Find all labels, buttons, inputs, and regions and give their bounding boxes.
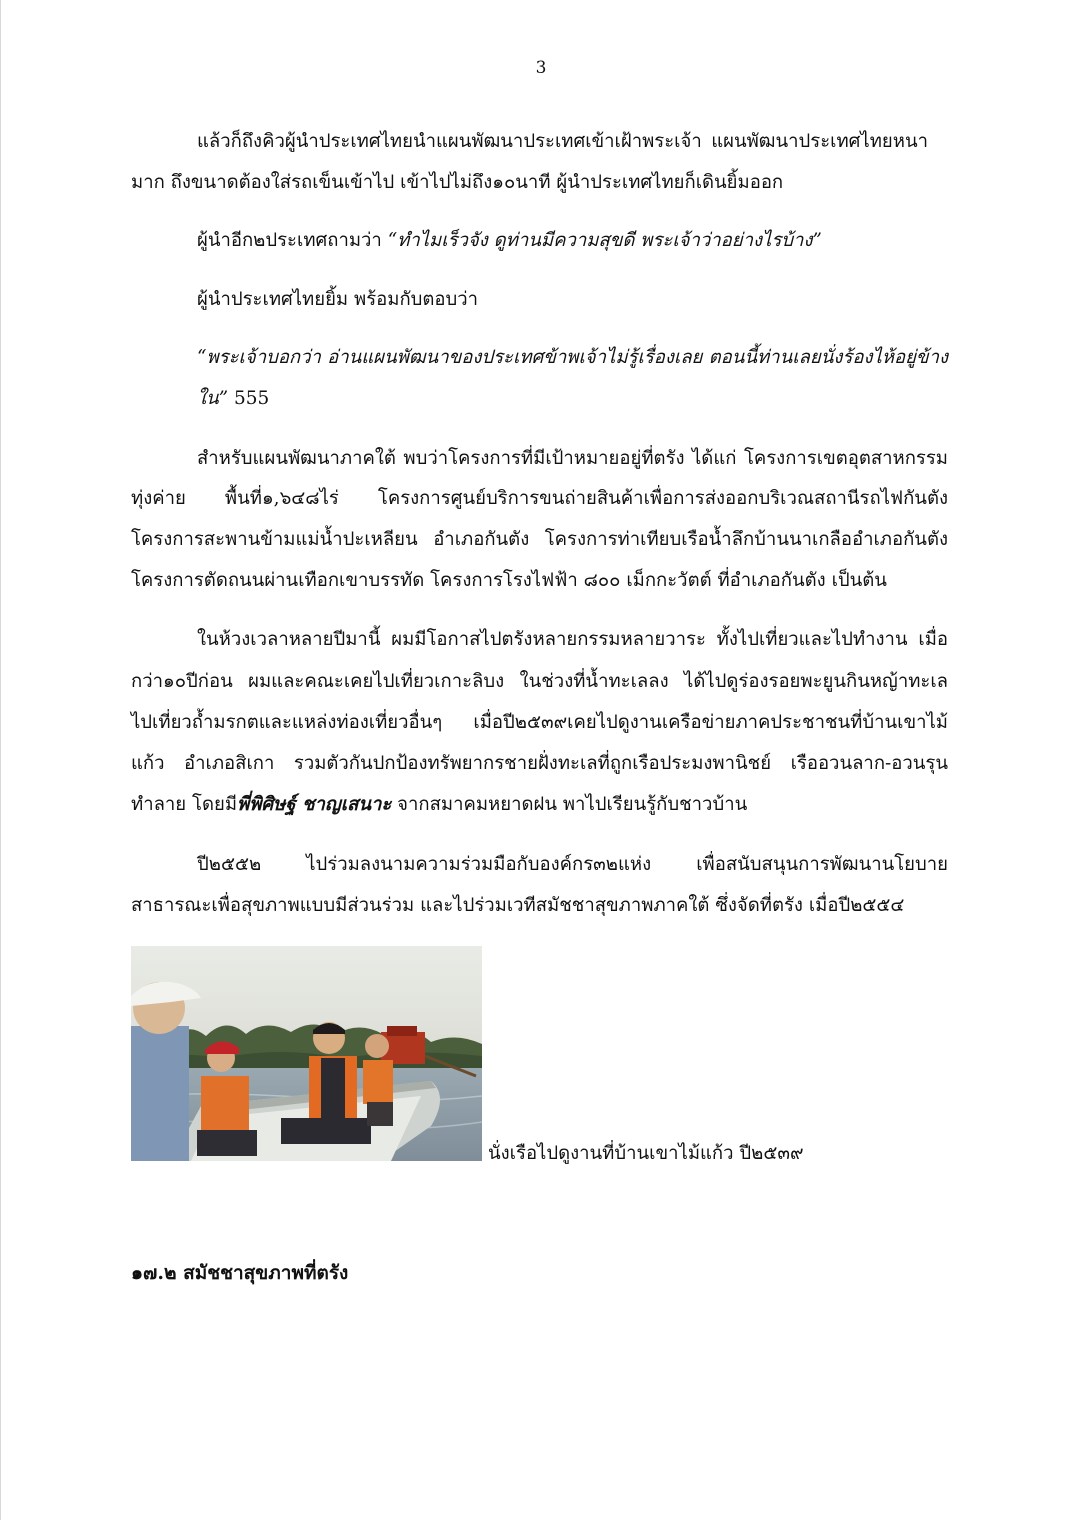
paragraph-4-line-1: “พระเจ้าบอกว่า อ่านแผนพัฒนาของประเทศข้าพเจ้าไม่รู้เรื่องเลย ตอนนี้ท่านเลยนั่งร้องไห้อยู่ข้าง	[197, 347, 948, 368]
paragraph-5-line-1: สำหรับแผนพัฒนาภาคใต้ พบว่าโครงการที่มีเป้าหมายอยู่ที่ตรัง ได้แก่ โครงการเขตอุตสาหกรรม	[197, 448, 948, 469]
paragraph-4-line-2	[197, 386, 269, 412]
paragraph-7-line-2: สาธารณะเพื่อสุขภาพแบบมีส่วนร่วม และไปร่วมเวทีสมัชชาสุขภาพภาคใต้ ซึ่งจัดที่ตรัง เมื่อปี๒๕๕๔	[131, 895, 905, 916]
paragraph-4-line-2-rest: 555	[228, 388, 270, 409]
paragraph-5-line-4: โครงการตัดถนนผ่านเทือกเขาบรรทัด โครงการโรงไฟฟ้า ๘๐๐ เม็กกะวัตต์ ที่อำเภอกันตัง เป็นต้น	[131, 570, 887, 591]
paragraph-5-line-3: โครงการสะพานข้ามแม่น้ำปะเหลียน อำเภอกันตัง โครงการท่าเทียบเรือน้ำลึกบ้านนาเกลืออำเภอกันตัง	[131, 529, 948, 550]
paragraph-1-line-2: มาก ถึงขนาดต้องใส่รถเข็นเข้าไป เข้าไปไม่ถึง๑๐นาที ผู้นำประเทศไทยก็เดินยิ้มออก	[131, 172, 784, 193]
paragraph-6-line-2: กว่า๑๐ปีก่อน ผมและคณะเคยไปเที่ยวเกาะลิบง ในช่วงที่น้ำทะเลลง ได้ไปดูร่องรอยพะยูนกินหญ้าทะเล	[131, 671, 948, 692]
paragraph-6-line-5	[131, 792, 747, 818]
paragraph-1-line-1: แล้วก็ถึงคิวผู้นำประเทศไทยนำแผนพัฒนาประเทศเข้าเฝ้าพระเจ้า แผนพัฒนาประเทศไทยหนา	[197, 131, 928, 152]
paragraph-7-line-1: ปี๒๕๕๒ ไปร่วมลงนามความร่วมมือกับองค์กร๓๒แห่ง เพื่อสนับสนุนการพัฒนานโยบาย	[197, 854, 948, 875]
paragraph-2-quote: “ทำไมเร็วจัง ดูท่านมีความสุขดี พระเจ้าว่าอย่างไรบ้าง”	[387, 230, 822, 251]
paragraph-6-line-5-suffix: จากสมาคมหยาดฝน พาไปเรียนรู้กับชาวบ้าน	[391, 794, 748, 815]
page-number: 3	[535, 58, 547, 78]
paragraph-2-prefix: ผู้นำอีก๒ประเทศถามว่า	[197, 230, 388, 251]
section-heading: ๑๗.๒ สมัชชาสุขภาพที่ตรัง	[131, 1262, 349, 1284]
paragraph-6-line-3: ไปเที่ยวถ้ำมรกตและแหล่งท่องเที่ยวอื่นๆ เมื่อปี๒๕๓๙เคยไปดูงานเครือข่ายภาคประชาชนที่บ้านเขาไม้	[131, 712, 948, 733]
paragraph-4-line-2-italic: ใน”	[197, 388, 229, 409]
photo-caption: นั่งเรือไปดูงานที่บ้านเขาไม้แก้ว ปี๒๕๓๙	[488, 1143, 804, 1164]
boat-trip-photo	[131, 946, 482, 1161]
paragraph-6-line-5-prefix: ทำลาย โดยมี	[131, 794, 238, 815]
paragraph-3: ผู้นำประเทศไทยยิ้ม พร้อมกับตอบว่า	[197, 289, 479, 310]
paragraph-6-line-1: ในห้วงเวลาหลายปีมานี้ ผมมีโอกาสไปตรังหลายกรรมหลายวาระ ทั้งไปเที่ยวและไปทำงาน เมื่อ	[197, 629, 948, 650]
paragraph-6-line-4: แก้ว อำเภอสิเกา รวมตัวกันปกป้องทรัพยากรชายฝั่งทะเลที่ถูกเรือประมงพานิชย์ เรืออวนลาก-อวนรุน	[131, 753, 948, 774]
paragraph-5-line-2: ทุ่งค่าย พื้นที่๑,๖๔๘ไร่ โครงการศูนย์บริการขนถ่ายสินค้าเพื่อการส่งออกบริเวณสถานีรถไฟกันตัง	[131, 488, 948, 509]
paragraph-2	[197, 228, 822, 254]
person-name: พี่พิศิษฐ์ ชาญเสนาะ	[237, 794, 392, 815]
